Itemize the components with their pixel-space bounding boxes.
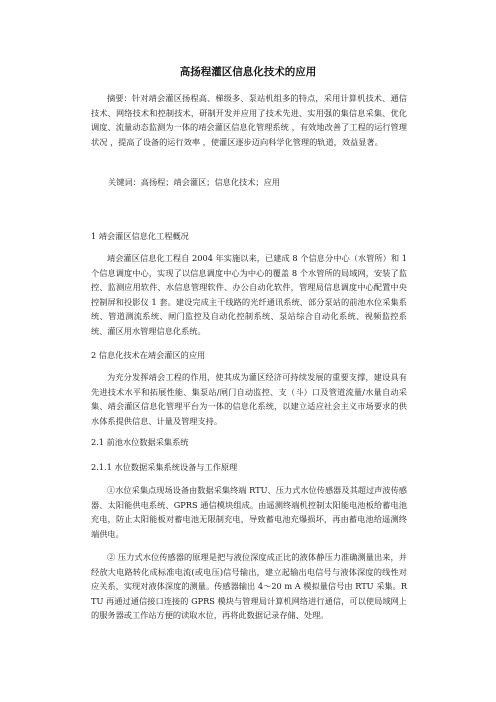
section-1-heading: 1 靖会灌区信息化工程概况 [91, 231, 189, 241]
document-title: 高扬程灌区信息化技术的应用 [179, 66, 317, 78]
section-2-1-1-heading: 2.1.1 水位数据采集系统设备与工作原理 [91, 462, 238, 472]
section-1-paragraph: 靖会灌区信息化工程自 2004 年实施以来，已建成 8 个信息分中心（水管所）和 1 个信息调度中心，实现了以信息调度中心为中心的覆盖 8 个水管所的局域网，安装了监控、监测应用软件、水信息管理软件、办公自动化软件，管理局信息调度中心配置中央控制屏和投影仪 1 套。建设完成主干线路的光纤通讯系统、部分泵站的前池水位采集系统、管道测流系统、闸门监控及自动化控制系统、泵站综合自动化系统、视频监控系统、灌区用水管理信息化系统。 [91, 253, 407, 336]
section-2-paragraph: 为充分发挥靖会工程的作用，使其成为灌区经济可持续发展的重要支撑，建设具有先进技术水平和拓展性能、集泵站/闸门自动监控、支（斗）口及管道流量/水量自动采集、靖会灌区信息化管理平台为一体的信息化系统，以建立适应社会主义市场要求的供水体系提供信息、计量及管理支持。 [91, 372, 407, 426]
section-2-1-1-paragraph-1: ①水位采集点现场设备由数据采集终端 RTU、压力式水位传感器及其超过声波传感器、太阳能供电系统、GPRS 通信模块组成。由遥测终端机控制太阳能电池板给蓄电池充电，防止太阳能板对蓄电池无限制充电，导致蓄电池充爆损坏，再由蓄电池给遥测终端供电。 [91, 485, 407, 539]
section-2-1-heading: 2.1 前池水位数据采集系统 [91, 437, 189, 447]
section-2-1-1-paragraph-2: ② 压力式水位传感器的原理是把与液位深度成正比的液体静压力准确测量出来，并经放大电路转化成标准电流(或电压)信号输出，建立起输出电信号与液体深度的线性对应关系，实现对液体深度的测量。传感器输出 4～20 m A 模拟量信号由 RTU 采集。RTU 再通过通信接口连接的 GPRS 模块与管理局计算机网络进行通信，可以使局域网上的服务器或工作站方便的读取水位，再将此数据记录存储、处理。 [91, 552, 407, 621]
section-2-heading: 2 信息化技术在靖会灌区的应用 [91, 350, 206, 360]
abstract-paragraph: 摘要：针对靖会灌区扬程高、梯级多、泵站机组多的特点，采用计算机技术、通信技术、网络技术和控制技术，研制开发并应用了技术先进、实用强的集信息采集、优化调度、流量动态监测为一体的靖会灌区信息化管理系统 ，有效地改善了工程的运行管理状况 ，提高了设备的运行效率 ，使灌区逐步迈向科学化管理的轨道，效益显著。 [91, 93, 407, 147]
keywords-line: 关键词：高扬程；靖会灌区；信息化技术；应用 [108, 177, 280, 187]
